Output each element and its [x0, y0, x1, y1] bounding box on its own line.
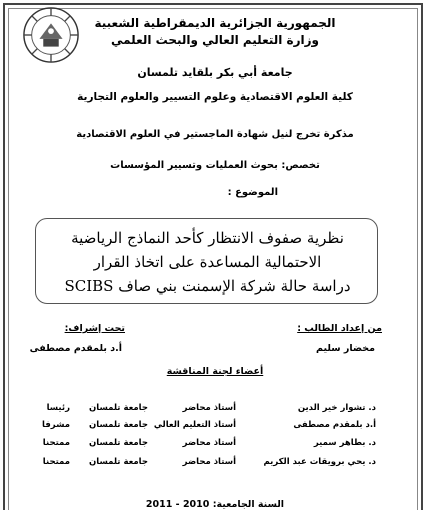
jury-member-rank: أستاذ محاضر — [182, 403, 236, 413]
thesis-title-box — [35, 218, 378, 304]
jury-label: أعضاء لجنة المناقشة — [166, 366, 264, 377]
academic-year: السنة الجامعية: 2010 - 2011 — [145, 499, 285, 510]
university-name: جامعة أبي بكر بلقايد تلمسان — [137, 66, 293, 79]
jury-member-university: جامعة تلمسان — [89, 420, 148, 430]
title-line-3: دراسة حالة شركة الإسمنت بني صاف SCIBS — [64, 277, 351, 295]
jury-member-name: د. بطاهر سمير — [313, 438, 376, 448]
student-label: من إعداد الطالب : — [297, 323, 382, 334]
thesis-type: مذكرة تخرج لنيل شهادة الماجستير في العلوم الاقتصادية — [76, 129, 354, 140]
republic-name: الجمهورية الجزائرية الديمقراطية الشعبية — [94, 16, 336, 30]
jury-member-name: د. تشوار خير الدين — [297, 403, 376, 413]
subject-label: الموضوع : — [227, 187, 278, 198]
jury-member-university: جامعة تلمسان — [89, 457, 148, 467]
jury-member-name: د. يحي برويقات عبد الكريم — [263, 457, 376, 467]
supervisor-label: تحت إشراف: — [64, 323, 125, 334]
student-name: مخضار سليم — [316, 343, 375, 354]
jury-member-rank: أستاذ محاضر — [182, 438, 236, 448]
specialty: تخصص: بحوث العمليات وتسيير المؤسسات — [110, 160, 320, 171]
jury-member-rank: أستاذ محاضر — [182, 457, 236, 467]
title-line-1: نظرية صفوف الانتظار كأحد النماذج الرياضية — [71, 229, 344, 247]
ministry-name: وزارة التعليم العالي والبحث العلمي — [110, 33, 320, 47]
faculty-name: كلية العلوم الاقتصادية وعلوم التسيير والعلوم التجارية — [77, 91, 353, 103]
jury-member-name: أ.د بلمقدم مصطفى — [293, 420, 376, 430]
jury-member-university: جامعة تلمسان — [89, 438, 148, 448]
jury-member-role: مشرفا — [42, 420, 70, 430]
jury-member-role: ممتحنا — [42, 457, 70, 467]
supervisor-name: أ.د بلمقدم مصطفى — [29, 343, 122, 354]
jury-member-rank: أستاذ التعليم العالي — [153, 420, 236, 430]
title-line-2: الاحتمالية المساعدة على اتخاذ القرار — [93, 253, 322, 271]
jury-member-role: ممتحنا — [42, 438, 70, 448]
jury-member-university: جامعة تلمسان — [89, 403, 148, 413]
jury-member-role: رئيسا — [46, 403, 70, 413]
